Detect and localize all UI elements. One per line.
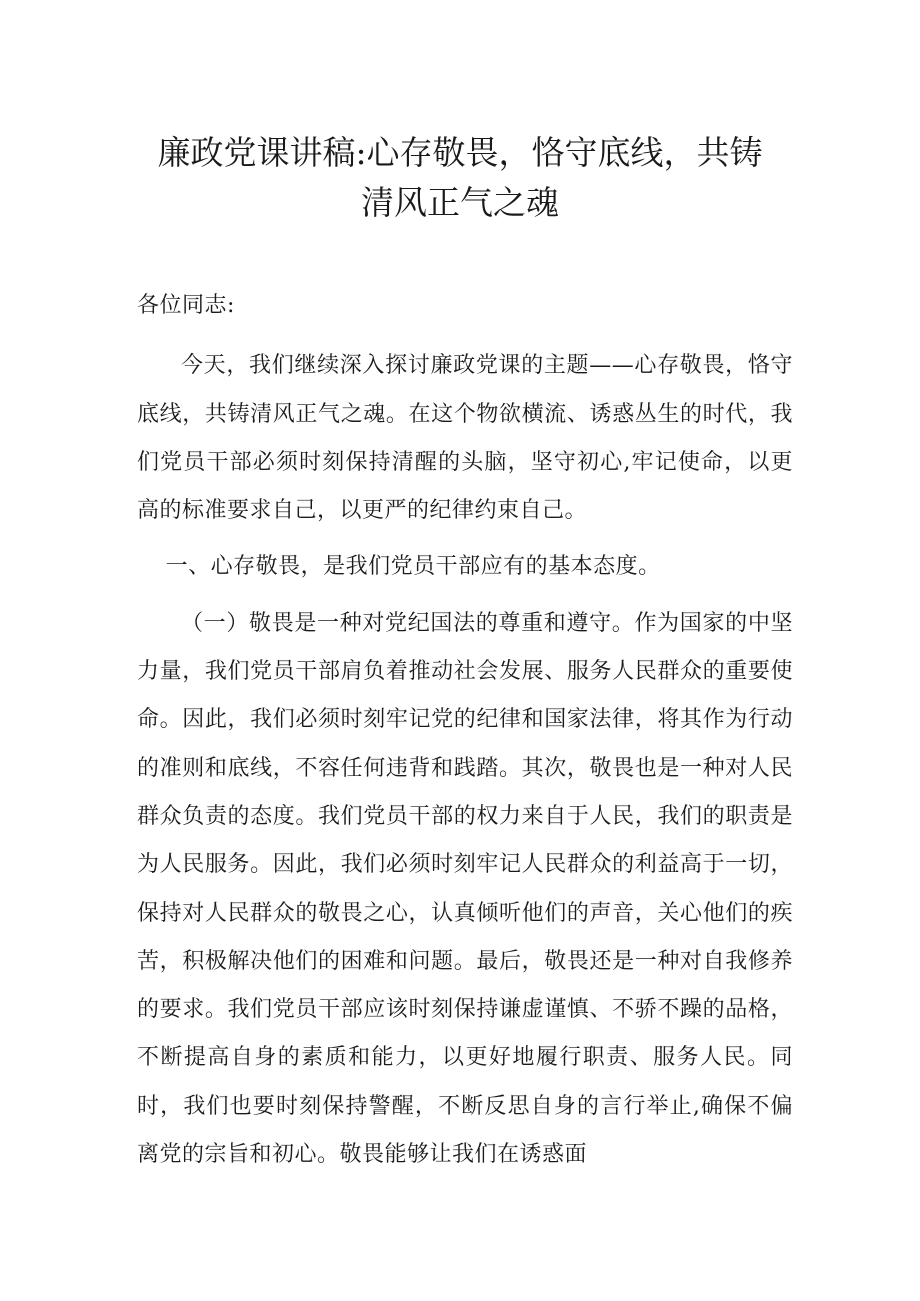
document-title [120,128,800,228]
document-body [137,282,793,1187]
title-line-1: 廉政党课讲稿:心存敬畏，恪守底线，共铸 [157,133,763,172]
section-1-paragraph-1: （一）敬畏是一种对党纪国法的尊重和遵守。作为国家的中坚力量，我们党员干部肩负着推动社会发展、服务人民群众的重要使命。因此，我们必须时刻牢记党的纪律和国家法律，将其作为行动的准则和底线，不容任何违背和践踏。其次，敬畏也是一种对人民群众负责的态度。我们党员干部的权力来自于人民，我们的职责是为人民服务。因此，我们必须时刻牢记人民群众的利益高于一切，保持对人民群众的敬畏之心，认真倾听他们的声音，关心他们的疾苦，积极解决他们的困难和问题。最后，敬畏还是一种对自我修养的要求。我们党员干部应该时刻保持谦虚谨慎、不骄不躁的品格，不断提高自身的素质和能力，以更好地履行职责、服务人民。同时，我们也要时刻保持警醒，不断反思自身的言行举止,确保不偏离党的宗旨和初心。敬畏能够让我们在诱惑面 [137,610,793,1168]
intro-paragraph: 今天，我们继续深入探讨廉政党课的主题——心存敬畏，恪守底线，共铸清风正气之魂。在这个物欲横流、诱惑丛生的时代，我们党员干部必须时刻保持清醒的头脑，坚守初心,牢记使命，以更高的标准要求自己，以更严的纪律约束自己。 [137,353,793,524]
salutation: 各位同志: [137,293,235,318]
section-1-heading: 一、心存敬畏，是我们党员干部应有的基本态度。 [165,554,661,580]
title-line-2: 清风正气之魂 [361,183,559,222]
